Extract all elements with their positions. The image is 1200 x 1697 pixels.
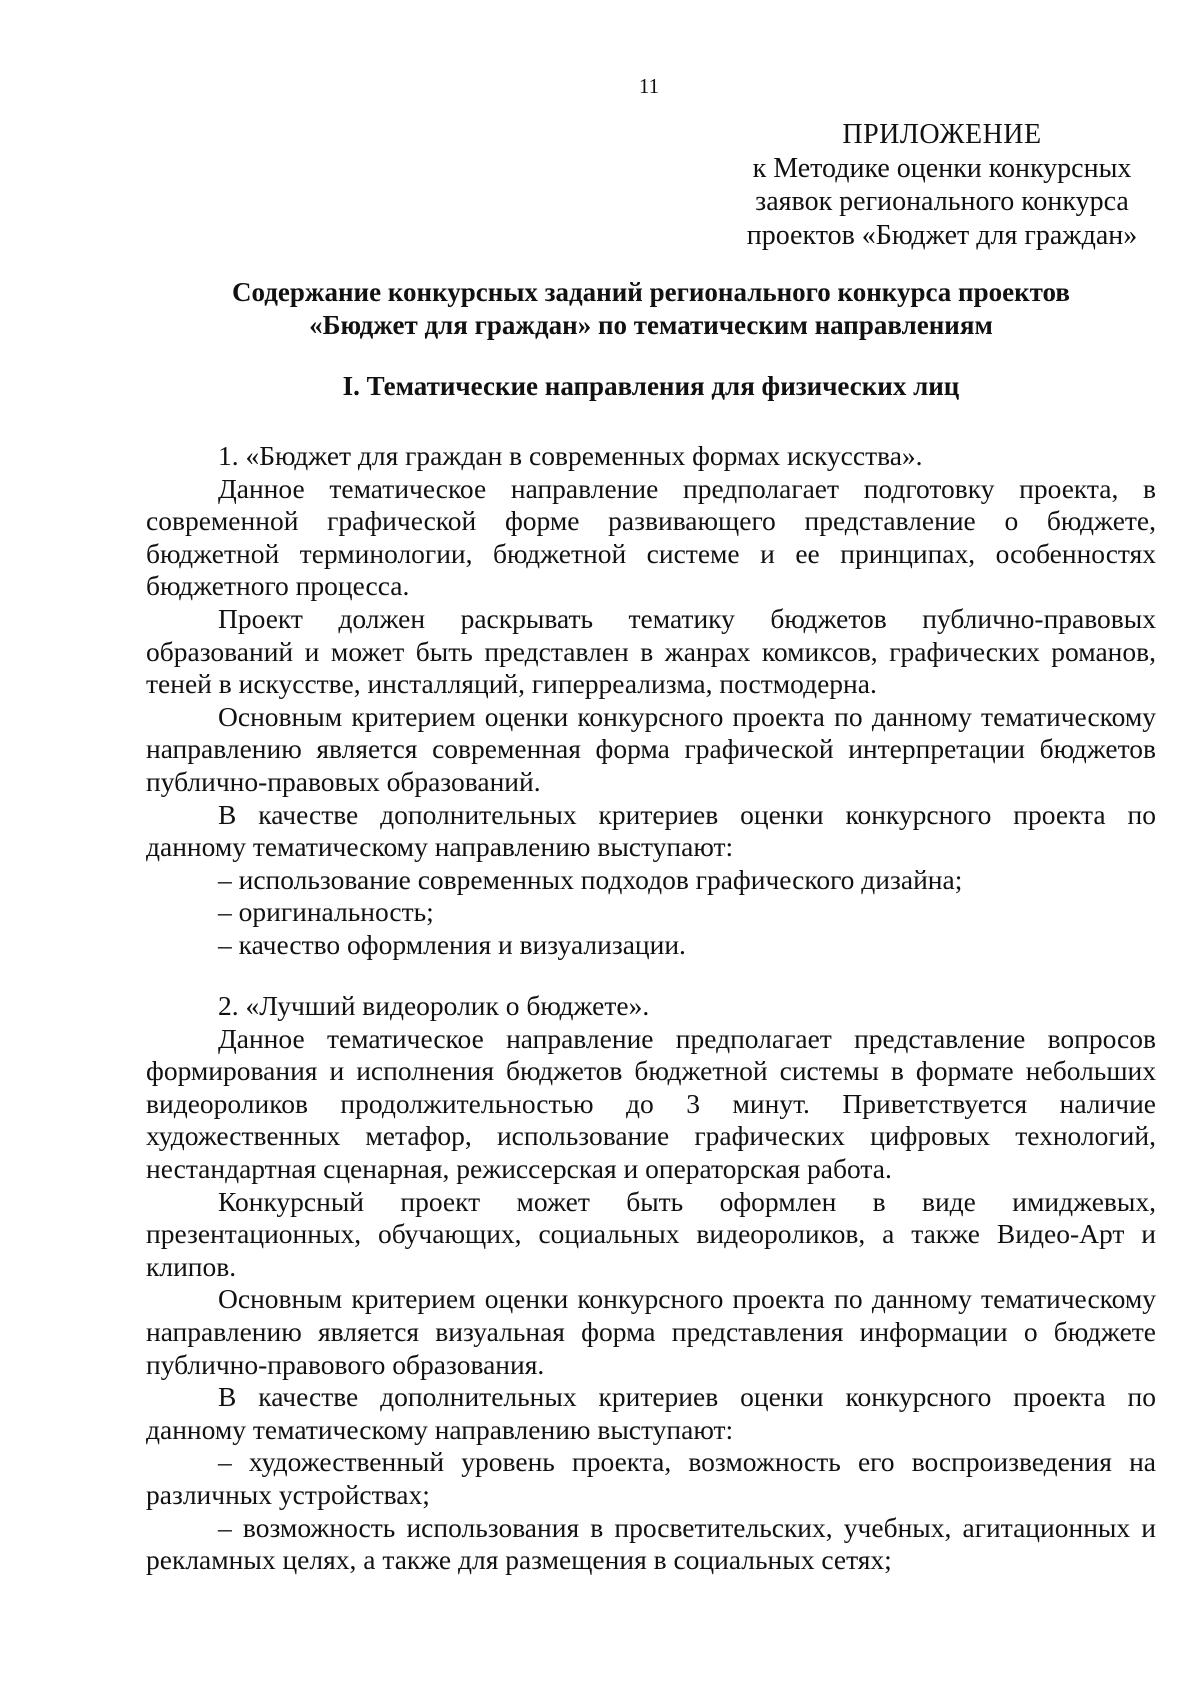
paragraph: Основным критерием оценки конкурсного проекта по данному тематическому направлению является современная форма графической интерпретации бюджетов публично-правовых образований. <box>146 700 1156 797</box>
paragraph: Конкурсный проект может быть оформлен в виде имиджевых, презентационных, обучающих, социальных видеороликов, а также Видео-Арт и клипов. <box>146 1185 1156 1282</box>
document-title <box>148 276 1154 342</box>
page-number: 11 <box>638 74 660 98</box>
direction-2-block <box>146 990 1156 1577</box>
paragraph: Проект должен раскрывать тематику бюджетов публично-правовых образований и может быть представлен в жанрах комиксов, графических романов, теней в искусстве, инсталляций, гиперреализма, постмодерна. <box>146 602 1156 700</box>
appendix-title: ПРИЛОЖЕНИЕ <box>842 119 1042 150</box>
paragraph: Основным критерием оценки конкурсного проекта по данному тематическому направлению является визуальная форма представления информации о бюджете публично-правового образования. <box>146 1283 1156 1380</box>
appendix-line: проектов «Бюджет для граждан» <box>746 219 1138 251</box>
paragraph: В качестве дополнительных критериев оценки конкурсного проекта по данному тематическому направлению выступают: <box>146 798 1156 863</box>
list-item: – оригинальность; <box>218 896 434 928</box>
direction-1-block <box>146 440 1156 962</box>
document-title-line: «Бюджет для граждан» по тематическим направлениям <box>309 310 993 340</box>
section-heading: I. Тематические направления для физических лиц <box>342 371 960 401</box>
paragraph: Данное тематическое направление предполагает представление вопросов формирования и исполнения бюджетов бюджетной системы в формате небольших видеороликов продолжительностью до 3 минут. Приветствуется наличие художественных метафор, использование графических цифровых технологий, нестандартная сценарная, режиссерская и операторская работа. <box>146 1022 1156 1184</box>
paragraph: В качестве дополнительных критериев оценки конкурсного проекта по данному тематическому направлению выступают: <box>146 1381 1156 1445</box>
list-item: – возможность использования в просветительских, учебных, агитационных и рекламных целях, а также для размещения в социальных сетях; <box>146 1511 1156 1576</box>
list-item: – использование современных подходов графического дизайна; <box>218 863 963 895</box>
direction-2-heading: 2. «Лучший видеоролик о бюджете». <box>218 990 650 1021</box>
appendix-line: заявок регионального конкурса <box>755 186 1129 217</box>
paragraph: Данное тематическое направление предполагает подготовку проекта, в современной графической форме развивающего представление о бюджете, бюджетной терминологии, бюджетной системе и ее принципах, особенностях бюджетного процесса. <box>146 472 1156 602</box>
list-item: – художественный уровень проекта, возможность его воспроизведения на различных устройствах; <box>146 1446 1156 1510</box>
document-title-line: Содержание конкурсных заданий регионального конкурса проектов <box>232 277 1070 307</box>
direction-1-heading: 1. «Бюджет для граждан в современных формах искусства». <box>218 440 923 471</box>
appendix-block <box>732 118 1152 252</box>
list-item: – качество оформления и визуализации. <box>218 928 686 960</box>
appendix-line: к Методике оценки конкурсных <box>752 152 1132 184</box>
